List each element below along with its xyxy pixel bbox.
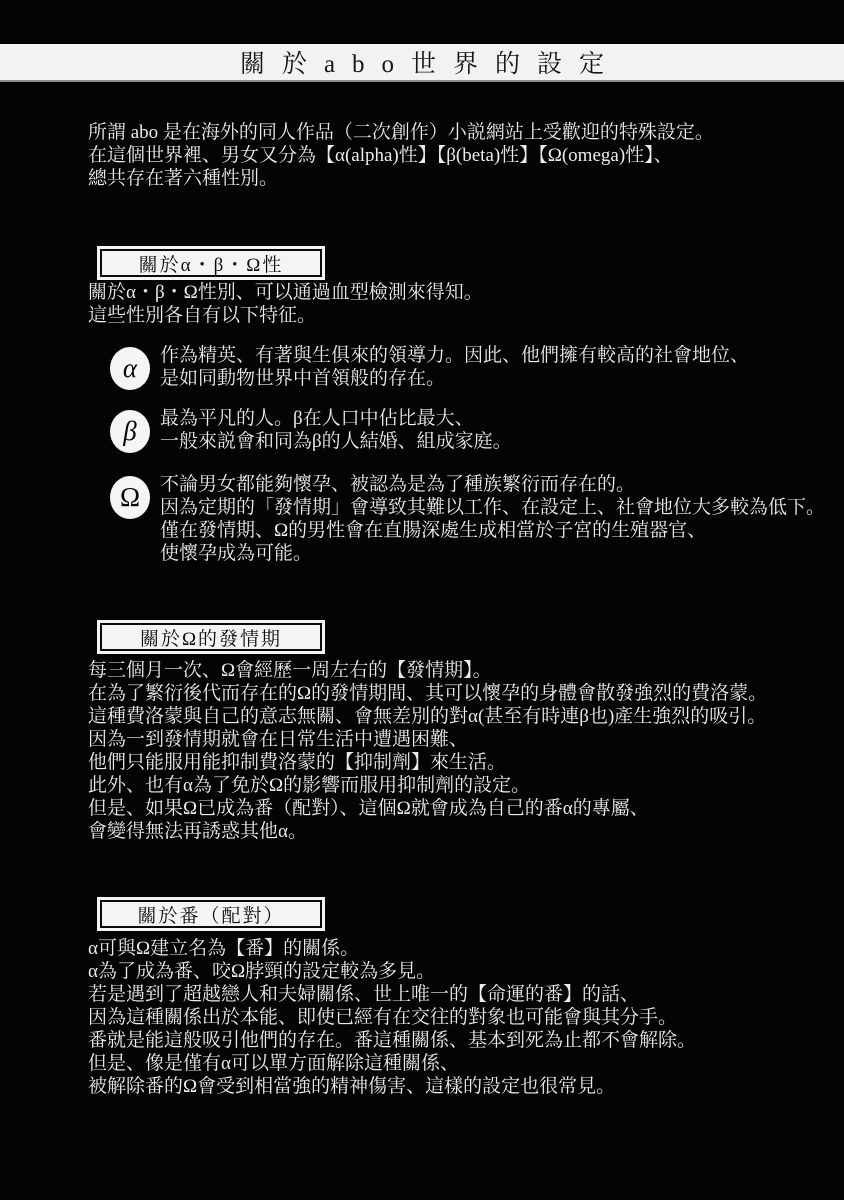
intro-paragraph (88, 121, 834, 190)
omega-description-line: 僅在發情期、Ω的男性會在直腸深處生成相當於子宮的生殖器官、 (160, 520, 707, 541)
heat-line: 此外、也有α為了免於Ω的影響而服用抑制劑的設定。 (88, 775, 531, 796)
trait-row-beta (110, 407, 836, 453)
pair-line: α為了成為番、咬Ω脖頸的設定較為多見。 (88, 961, 436, 982)
heat-paragraph (88, 659, 834, 843)
types-intro-line: 這些性別各自有以下特征。 (88, 305, 317, 326)
intro-line: 在這個世界裡、男女又分為【α(alpha)性】【β(beta)性】【Ω(omega)性】、 (88, 145, 673, 166)
pair-line: α可與Ω建立名為【番】的關係。 (88, 938, 360, 959)
intro-line: 總共存在著六種性別。 (88, 168, 279, 189)
heat-line: 他們只能服用能抑制費洛蒙的【抑制劑】來生活。 (88, 752, 507, 773)
heat-line: 因為一到發情期就會在日常生活中遭遇困難、 (88, 729, 469, 750)
intro-line: 所謂 abo 是在海外的同人作品（二次創作）小説網站上受歡迎的特殊設定。 (88, 122, 714, 143)
pair-line: 但是、像是僅有α可以單方面解除這種關係、 (88, 1053, 459, 1074)
title-band (0, 44, 844, 82)
omega-description (160, 473, 825, 565)
trait-row-alpha (110, 344, 836, 390)
alpha-symbol-badge: α (110, 347, 150, 390)
alpha-description-line: 作為精英、有著與生俱來的領導力。因此、他們擁有較高的社會地位、 (160, 345, 750, 366)
beta-description-line: 一般來説會和同為β的人結婚、組成家庭。 (160, 431, 512, 452)
types-intro-line: 關於α・β・Ω性別、可以通過血型檢測來得知。 (88, 282, 483, 303)
section-heading-pair: 關於番（配對） (100, 900, 322, 928)
heat-line: 會變得無法再誘惑其他α。 (88, 821, 307, 842)
heat-line: 但是、如果Ω已成為番（配對）、這個Ω就會成為自己的番α的專屬、 (88, 798, 649, 819)
pair-paragraph (88, 937, 834, 1098)
beta-description (160, 407, 512, 453)
omega-description-line: 使懷孕成為可能。 (160, 543, 313, 564)
heat-line: 每三個月一次、Ω會經歷一周左右的【發情期】。 (88, 660, 492, 681)
omega-symbol-badge: Ω (110, 476, 150, 519)
page-title: 關於abo世界的設定 (239, 51, 622, 78)
pair-line: 番就是能這般吸引他們的存在。番這種關係、基本到死為止都不會解除。 (88, 1030, 697, 1051)
beta-description-line: 最為平凡的人。β在人口中佔比最大、 (160, 408, 474, 429)
heat-line: 這種費洛蒙與自己的意志無關、會無差別的對α(甚至有時連β也)產生強烈的吸引。 (88, 706, 767, 727)
pair-line: 因為這種關係出於本能、即使已經有在交往的對象也可能會與其分手。 (88, 1007, 678, 1028)
pair-line: 被解除番的Ω會受到相當強的精神傷害、這樣的設定也很常見。 (88, 1076, 616, 1097)
alpha-description-line: 是如同動物世界中首領般的存在。 (160, 368, 446, 389)
section-heading-types: 關於α・β・Ω性 (100, 249, 322, 277)
trait-row-omega (110, 473, 836, 565)
alpha-description (160, 344, 749, 390)
section-heading-heat: 關於Ω的發情期 (100, 623, 322, 651)
omega-description-line: 不論男女都能夠懷孕、被認為是為了種族繁衍而存在的。 (160, 474, 636, 495)
heat-line: 在為了繁衍後代而存在的Ω的發情期間、其可以懷孕的身體會散發強烈的費洛蒙。 (88, 683, 768, 704)
beta-symbol-badge: β (110, 410, 150, 453)
omega-description-line: 因為定期的「發情期」會導致其難以工作、在設定上、社會地位大多較為低下。 (160, 497, 826, 518)
types-intro-paragraph (88, 281, 834, 327)
pair-line: 若是遇到了超越戀人和夫婦關係、世上唯一的【命運的番】的話、 (88, 984, 640, 1005)
